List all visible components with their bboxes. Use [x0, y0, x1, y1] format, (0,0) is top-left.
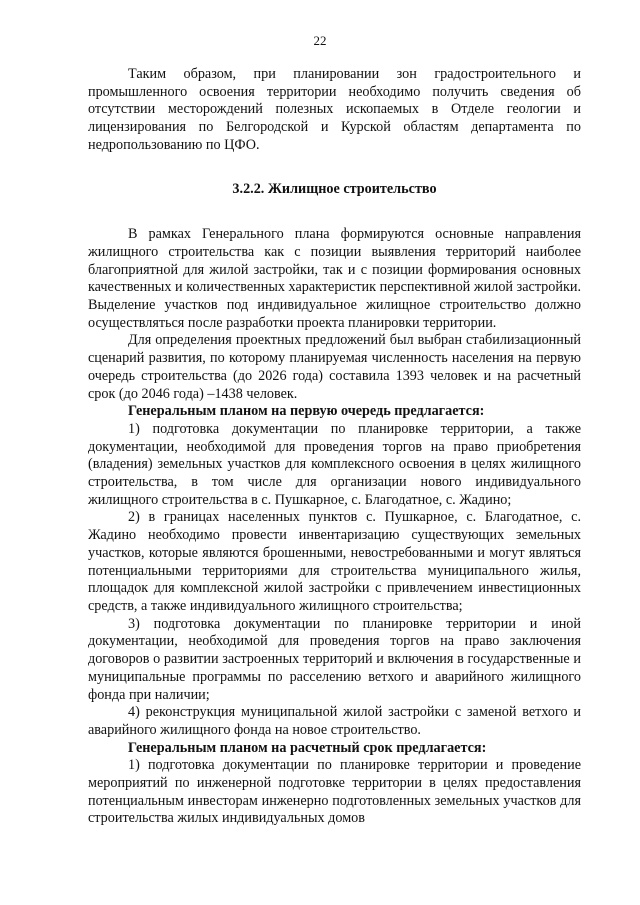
- document-body: [88, 66, 581, 828]
- section-heading: 3.2.2. Жилищное строительство: [232, 180, 437, 197]
- paragraph-population-scenario: Для определения проектных предложений был выбран стабилизационный сценарий развития, по которому планируемая численность населения на первую очередь строительства (до 2026 года) составила 1393 человек и на расчетный срок (до 2046 года) –1438 человек.: [88, 332, 581, 402]
- paragraph-housing-directions: В рамках Генерального плана формируются основные направления жилищного строительства как с позиции выявления территорий наиболее благоприятной для жилой застройки, так и с позиции формирования основных качественных и количественных характеристик перспективной жилой застройки. Выделение участков под индивидуальное жилищное строительство должно осуществляться после разработки проекта планировки территории.: [88, 226, 581, 331]
- first-stage-title: Генеральным планом на первую очередь предлагается:: [128, 403, 485, 420]
- first-stage-item: 3) подготовка документации по планировке территории и иной документации, необходимой для проведения торгов на право заключения договоров о развитии застроенных территорий и включения в государственные и муниципальные программы по расселению ветхого и аварийного жилищного фонда при наличии;: [88, 615, 581, 703]
- calc-stage-item: 1) подготовка документации по планировке территории и проведение мероприятий по инженерной подготовке территории в целях предоставления потенциальным инвесторам инженерно подготовленных земельных участков для строительства жилых индивидуальных домов: [88, 757, 581, 827]
- paragraph-mineral-info: Таким образом, при планировании зон градостроительного и промышленного освоения территории необходимо получить сведения об отсутствии месторождений полезных ископаемых в Отделе геологии и лицензирования по Белгородской и Курской областям департамента по недропользованию по ЦФО.: [88, 66, 581, 153]
- first-stage-item: 2) в границах населенных пунктов с. Пушкарное, с. Благодатное, с. Жадино необходимо провести инвентаризацию существующих земельных участков, которые являются брошенными, невостребованными и могут являться потенциальными территориями для строительства муниципального жилья, площадок для комплексной жилой застройки с привлечением инвестиционных средств, а также индивидуального жилищного строительства;: [88, 509, 581, 614]
- first-stage-item: 1) подготовка документации по планировке территории, а также документации, необходимой для проведения торгов на право приобретения (владения) земельных участков для комплексного освоения в целях жилищного строительства, в том числе для организации нового индивидуального жилищного строительства в с. Пушкарное, с. Благодатное, с. Жадино;: [88, 420, 581, 508]
- calc-stage-title: Генеральным планом на расчетный срок предлагается:: [128, 739, 487, 756]
- page-number: 22: [313, 33, 327, 48]
- first-stage-item: 4) реконструкция муниципальной жилой застройки с заменой ветхого и аварийного жилищного фонда на новое строительство.: [88, 704, 581, 738]
